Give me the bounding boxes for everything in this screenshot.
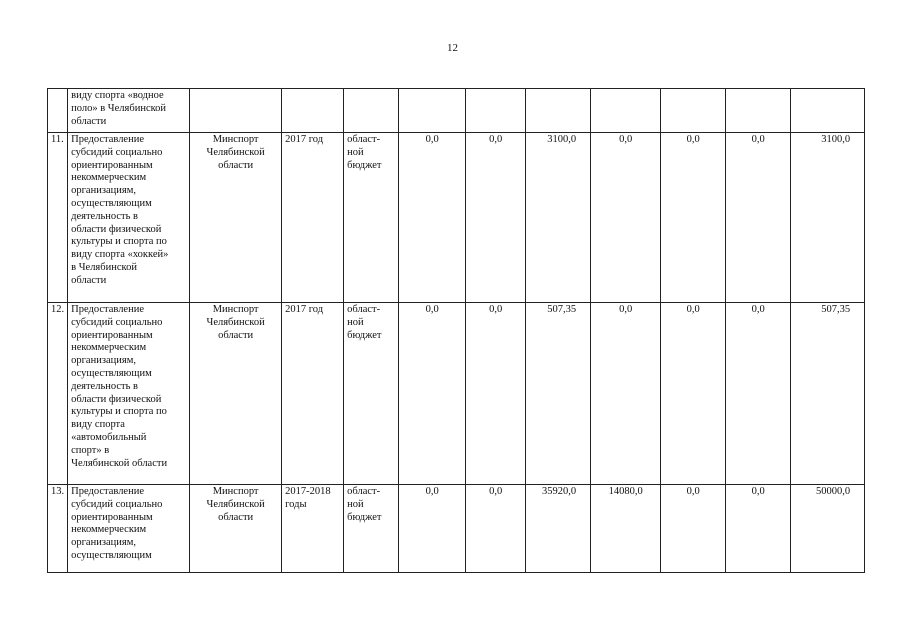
amount-cell: 0,0 [591,133,661,303]
amount-cell [591,89,661,133]
amount-cell: 0,0 [661,485,726,573]
description-line: Предоставление [71,134,144,145]
executor-cell: Минспорт Челябинской области [190,485,282,573]
funding-source-cell: област-ной бюджет [344,133,399,303]
description-line: «автомобильный [71,431,147,443]
row-number-cell: 11. [48,133,68,303]
amount-cell: 0,0 [466,133,526,303]
amount-cell: 0,0 [466,303,526,485]
amount-cell: 507,35 [791,303,865,485]
amount-cell: 0,0 [399,133,466,303]
period-cell: 2017 год [282,133,344,303]
description-line: виду спорта [71,419,125,431]
executor-cell: Минспорт Челябинской области [190,133,282,303]
table-row [48,303,865,485]
executor-cell [190,89,282,133]
amount-cell: 14080,0 [591,485,661,573]
description-line: области физической [71,223,162,235]
page-number: 12 [447,42,458,54]
table-body [48,89,865,573]
description-line: спорт» в [71,444,110,456]
description-line: в Челябинской [71,261,137,273]
description-line: культуры и спорта по [71,406,167,418]
description-line: области физической [71,393,162,405]
description-line: Предоставление [71,304,144,315]
description-line: некоммерческим [71,524,147,536]
amount-cell: 0,0 [399,485,466,573]
amount-cell [526,89,591,133]
amount-cell: 0,0 [726,485,791,573]
description-cell [68,89,190,133]
row-number-cell [48,89,68,133]
description-line: организациям, [71,537,136,549]
description-cell [68,303,190,485]
amount-cell: 0,0 [726,133,791,303]
description-line: организациям, [71,185,136,197]
amount-cell [791,89,865,133]
table-row [48,89,865,133]
description-line: ориентированным [71,159,153,171]
amount-cell: 0,0 [399,303,466,485]
description-cell [68,485,190,573]
description-line: некоммерческим [71,342,147,354]
description-line: виду спорта «хоккей» [71,249,169,261]
description-line: субсидий социально [71,498,163,510]
table-row [48,485,865,573]
table-row [48,133,865,303]
period-cell: 2017-2018 годы [282,485,344,573]
description-line: области [71,274,107,286]
amount-cell: 0,0 [661,133,726,303]
funding-source-cell [344,89,399,133]
description-line: Предоставление [71,486,144,497]
description-line: осуществляющим [71,549,152,561]
funding-source-cell: област-ной бюджет [344,303,399,485]
amount-cell [726,89,791,133]
amount-cell: 507,35 [526,303,591,485]
amount-cell [466,89,526,133]
description-line: культуры и спорта по [71,236,167,248]
description-line: субсидий социально [71,316,163,328]
funding-source-cell: област-ной бюджет [344,485,399,573]
description-line: Челябинской области [71,457,168,469]
amount-cell: 50000,0 [791,485,865,573]
budget-table [47,88,865,573]
description-cell [68,133,190,303]
description-line: осуществляющим [71,367,152,379]
description-line: виду спорта «водное [71,90,164,101]
description-line: ориентированным [71,511,153,523]
description-line: области [71,115,107,127]
amount-cell: 3100,0 [526,133,591,303]
amount-cell [399,89,466,133]
description-line: организациям, [71,355,136,367]
period-cell: 2017 год [282,303,344,485]
amount-cell: 35920,0 [526,485,591,573]
description-line: субсидий социально [71,146,163,158]
row-number-cell: 12. [48,303,68,485]
description-line: деятельность в [71,380,138,392]
executor-cell: Минспорт Челябинской области [190,303,282,485]
amount-cell: 0,0 [466,485,526,573]
amount-cell [661,89,726,133]
period-cell [282,89,344,133]
amount-cell: 0,0 [726,303,791,485]
amount-cell: 0,0 [661,303,726,485]
row-number-cell: 13. [48,485,68,573]
amount-cell: 0,0 [591,303,661,485]
description-line: осуществляющим [71,197,152,209]
description-line: поло» в Челябинской [71,102,167,114]
description-line: ориентированным [71,329,153,341]
description-line: деятельность в [71,210,138,222]
amount-cell: 3100,0 [791,133,865,303]
description-line: некоммерческим [71,172,147,184]
